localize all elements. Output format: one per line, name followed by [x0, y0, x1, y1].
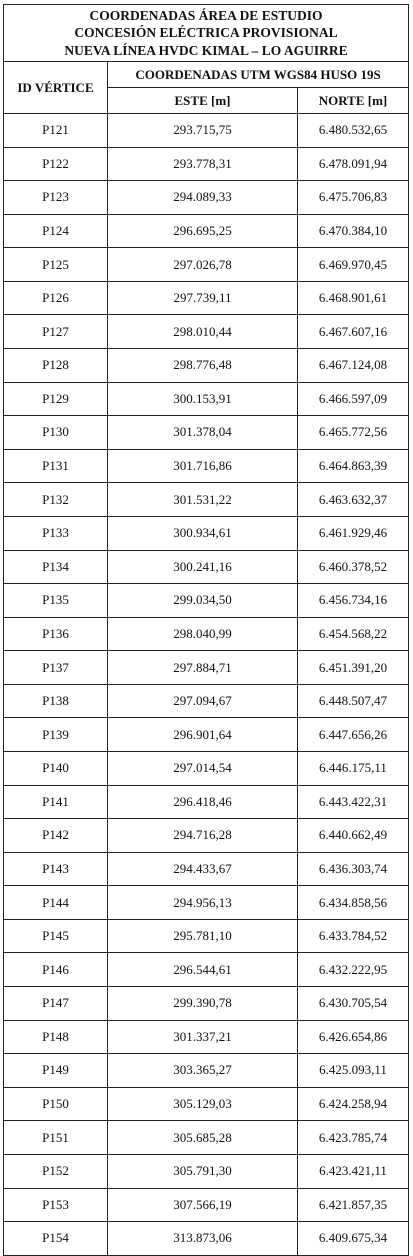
cell-norte: 6.436.303,74	[298, 852, 409, 886]
table-row	[4, 1222, 409, 1256]
cell-id: P134	[4, 550, 108, 584]
cell-norte: 6.456.734,16	[298, 584, 409, 618]
table-row	[4, 1121, 409, 1155]
cell-este: 297.884,71	[108, 651, 298, 685]
cell-id: P122	[4, 147, 108, 181]
cell-este: 298.010,44	[108, 315, 298, 349]
header-norte: NORTE [m]	[298, 88, 409, 114]
cell-este: 293.715,75	[108, 114, 298, 148]
cell-norte: 6.421.857,35	[298, 1188, 409, 1222]
table-row	[4, 147, 409, 181]
cell-id: P129	[4, 382, 108, 416]
header-coordinates-group: COORDENADAS UTM WGS84 HUSO 19S	[108, 62, 409, 88]
cell-este: 305.791,30	[108, 1154, 298, 1188]
cell-id: P143	[4, 852, 108, 886]
cell-id: P147	[4, 987, 108, 1021]
cell-id: P133	[4, 516, 108, 550]
cell-norte: 6.467.124,08	[298, 349, 409, 383]
cell-id: P135	[4, 584, 108, 618]
cell-norte: 6.430.705,54	[298, 987, 409, 1021]
cell-norte: 6.469.970,45	[298, 248, 409, 282]
cell-este: 301.337,21	[108, 1020, 298, 1054]
cell-id: P148	[4, 1020, 108, 1054]
cell-norte: 6.426.654,86	[298, 1020, 409, 1054]
cell-este: 301.531,22	[108, 483, 298, 517]
cell-este: 297.094,67	[108, 684, 298, 718]
cell-este: 301.378,04	[108, 416, 298, 450]
table-row	[4, 1020, 409, 1054]
cell-norte: 6.475.706,83	[298, 181, 409, 215]
cell-norte: 6.446.175,11	[298, 751, 409, 785]
cell-norte: 6.447.656,26	[298, 718, 409, 752]
cell-norte: 6.433.784,52	[298, 919, 409, 953]
cell-norte: 6.467.607,16	[298, 315, 409, 349]
cell-id: P132	[4, 483, 108, 517]
cell-id: P145	[4, 919, 108, 953]
cell-id: P121	[4, 114, 108, 148]
cell-id: P123	[4, 181, 108, 215]
cell-id: P130	[4, 416, 108, 450]
cell-norte: 6.432.222,95	[298, 953, 409, 987]
table-row	[4, 483, 409, 517]
cell-este: 294.956,13	[108, 886, 298, 920]
table-body	[4, 114, 409, 1256]
cell-norte: 6.480.532,65	[298, 114, 409, 148]
cell-norte: 6.443.422,31	[298, 785, 409, 819]
table-row	[4, 1087, 409, 1121]
table-row	[4, 852, 409, 886]
coordinates-table-container	[3, 4, 409, 1256]
cell-id: P142	[4, 819, 108, 853]
table-row	[4, 953, 409, 987]
cell-norte: 6.434.858,56	[298, 886, 409, 920]
table-row	[4, 550, 409, 584]
table-row	[4, 349, 409, 383]
cell-norte: 6.465.772,56	[298, 416, 409, 450]
cell-id: P153	[4, 1188, 108, 1222]
cell-id: P151	[4, 1121, 108, 1155]
table-row	[4, 584, 409, 618]
table-row	[4, 181, 409, 215]
cell-id: P149	[4, 1054, 108, 1088]
cell-norte: 6.423.421,11	[298, 1154, 409, 1188]
cell-norte: 6.425.093,11	[298, 1054, 409, 1088]
cell-este: 305.129,03	[108, 1087, 298, 1121]
cell-id: P144	[4, 886, 108, 920]
cell-id: P140	[4, 751, 108, 785]
table-row	[4, 114, 409, 148]
cell-id: P141	[4, 785, 108, 819]
table-row	[4, 819, 409, 853]
cell-este: 299.034,50	[108, 584, 298, 618]
cell-este: 307.566,19	[108, 1188, 298, 1222]
header-este: ESTE [m]	[108, 88, 298, 114]
cell-este: 294.433,67	[108, 852, 298, 886]
table-row	[4, 684, 409, 718]
cell-id: P127	[4, 315, 108, 349]
table-row	[4, 785, 409, 819]
table-row	[4, 987, 409, 1021]
table-row	[4, 416, 409, 450]
cell-id: P124	[4, 214, 108, 248]
cell-este: 300.934,61	[108, 516, 298, 550]
cell-este: 300.241,16	[108, 550, 298, 584]
cell-norte: 6.468.901,61	[298, 281, 409, 315]
cell-id: P139	[4, 718, 108, 752]
table-row	[4, 449, 409, 483]
cell-este: 294.089,33	[108, 181, 298, 215]
cell-este: 313.873,06	[108, 1222, 298, 1256]
cell-este: 293.778,31	[108, 147, 298, 181]
cell-este: 296.695,25	[108, 214, 298, 248]
cell-norte: 6.448.507,47	[298, 684, 409, 718]
cell-este: 296.544,61	[108, 953, 298, 987]
cell-este: 298.040,99	[108, 617, 298, 651]
table-row	[4, 617, 409, 651]
cell-este: 298.776,48	[108, 349, 298, 383]
cell-id: P152	[4, 1154, 108, 1188]
table-row	[4, 248, 409, 282]
table-row	[4, 751, 409, 785]
header-id-vertice: ID VÉRTICE	[4, 62, 108, 114]
cell-norte: 6.423.785,74	[298, 1121, 409, 1155]
cell-norte: 6.470.384,10	[298, 214, 409, 248]
cell-este: 295.781,10	[108, 919, 298, 953]
cell-id: P146	[4, 953, 108, 987]
cell-este: 303.365,27	[108, 1054, 298, 1088]
cell-este: 297.739,11	[108, 281, 298, 315]
table-title	[4, 5, 409, 62]
title-line: CONCESIÓN ELÉCTRICA PROVISIONAL	[74, 25, 338, 41]
cell-norte: 6.440.662,49	[298, 819, 409, 853]
table-row	[4, 651, 409, 685]
table-row	[4, 919, 409, 953]
table-row	[4, 1154, 409, 1188]
cell-id: P131	[4, 449, 108, 483]
cell-id: P125	[4, 248, 108, 282]
table-row	[4, 718, 409, 752]
cell-id: P154	[4, 1222, 108, 1256]
cell-norte: 6.460.378,52	[298, 550, 409, 584]
table-row	[4, 1054, 409, 1088]
cell-este: 300.153,91	[108, 382, 298, 416]
cell-norte: 6.478.091,94	[298, 147, 409, 181]
cell-este: 305.685,28	[108, 1121, 298, 1155]
cell-este: 294.716,28	[108, 819, 298, 853]
cell-norte: 6.424.258,94	[298, 1087, 409, 1121]
cell-este: 301.716,86	[108, 449, 298, 483]
cell-norte: 6.463.632,37	[298, 483, 409, 517]
cell-id: P137	[4, 651, 108, 685]
table-row	[4, 315, 409, 349]
table-row	[4, 214, 409, 248]
cell-norte: 6.461.929,46	[298, 516, 409, 550]
cell-id: P136	[4, 617, 108, 651]
title-line: COORDENADAS ÁREA DE ESTUDIO	[89, 7, 323, 23]
table-row	[4, 1188, 409, 1222]
cell-norte: 6.466.597,09	[298, 382, 409, 416]
cell-norte: 6.409.675,34	[298, 1222, 409, 1256]
coordinates-table	[3, 4, 409, 1256]
table-row	[4, 516, 409, 550]
cell-id: P150	[4, 1087, 108, 1121]
cell-id: P138	[4, 684, 108, 718]
cell-norte: 6.454.568,22	[298, 617, 409, 651]
table-row	[4, 281, 409, 315]
cell-este: 297.026,78	[108, 248, 298, 282]
cell-norte: 6.451.391,20	[298, 651, 409, 685]
cell-este: 297.014,54	[108, 751, 298, 785]
cell-este: 296.901,64	[108, 718, 298, 752]
cell-id: P126	[4, 281, 108, 315]
cell-id: P128	[4, 349, 108, 383]
title-line: NUEVA LÍNEA HVDC KIMAL – LO AGUIRRE	[64, 42, 348, 58]
table-row	[4, 382, 409, 416]
cell-norte: 6.464.863,39	[298, 449, 409, 483]
table-row	[4, 886, 409, 920]
cell-este: 296.418,46	[108, 785, 298, 819]
cell-este: 299.390,78	[108, 987, 298, 1021]
